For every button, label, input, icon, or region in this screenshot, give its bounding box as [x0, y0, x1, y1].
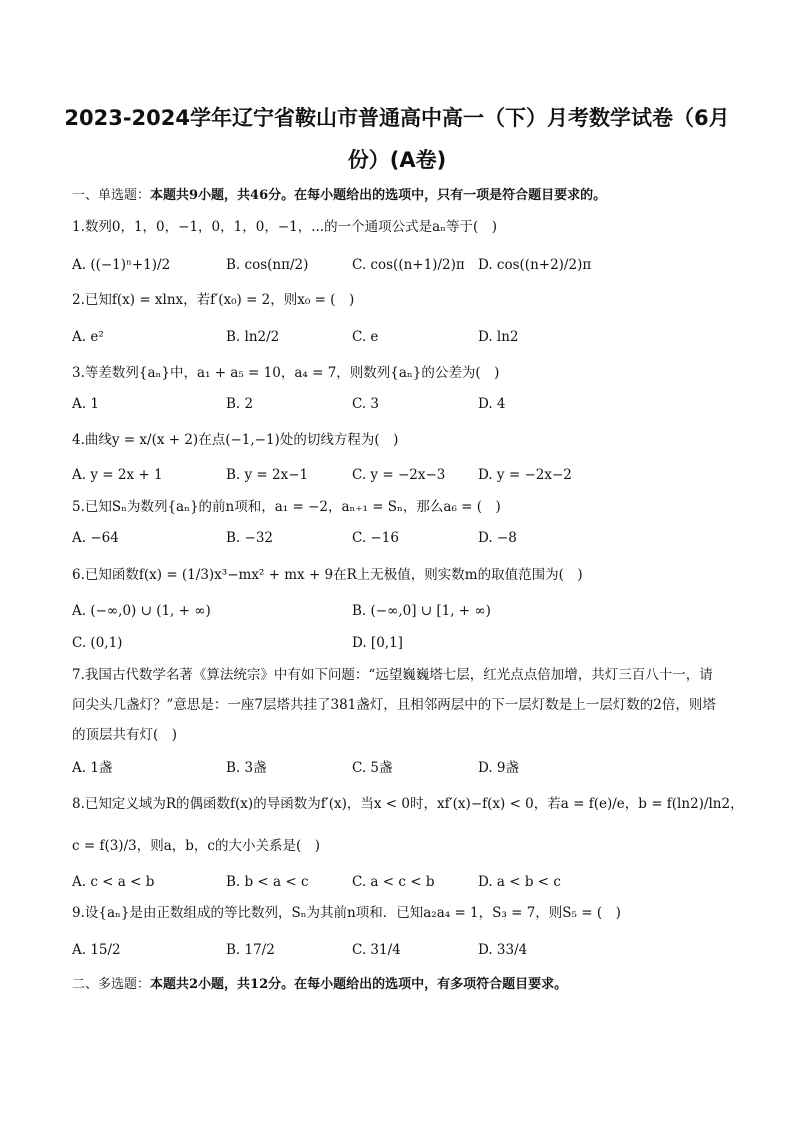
q4-option-d[interactable]: D. y = −2x−2: [478, 467, 572, 483]
q5-option-d[interactable]: D. −8: [478, 530, 517, 546]
q8-option-a[interactable]: A. c < a < b: [72, 874, 155, 890]
q8-option-d[interactable]: D. a < b < c: [478, 874, 561, 890]
q7-option-d[interactable]: D. 9盏: [478, 760, 520, 776]
q3-option-b[interactable]: B. 2: [226, 396, 254, 412]
q4-option-c[interactable]: C. y = −2x−3: [352, 467, 446, 483]
q8-option-c[interactable]: C. a < c < b: [352, 874, 435, 890]
exam-title-line1: 2023-2024学年辽宁省鞍山市普通高中高一（下）月考数学试卷（6月: [64, 106, 730, 130]
question-2-stem: 2.已知f(x) = xlnx，若f′(x₀) = 2，则x₀ = ( ): [72, 292, 355, 308]
question-7-stem: 7.我国古代数学名著《算法统宗》中有如下问题：“远望巍巍塔七层，红光点点倍加增，共灯三百八十一，请问尖头几盏灯？”意思是：一座7层塔共挂了381盏灯，且相邻两层中的下一层灯数是上一层灯数的2倍，则塔的顶层共有灯( ): [72, 667, 716, 743]
section-lead: 一、单选题：: [72, 188, 151, 203]
section-multiple-choice-header: [72, 975, 567, 995]
exam-title-line2: 份）(A卷): [347, 148, 447, 172]
q1-option-c[interactable]: C. cos((n+1)/2)π: [352, 257, 465, 273]
q2-option-a[interactable]: A. e²: [72, 329, 104, 345]
question-4-stem: 4.曲线y = x/(x + 2)在点(−1,−1)处的切线方程为( ): [72, 432, 399, 448]
section-lead: 二、多选题：: [72, 977, 151, 992]
q6-option-a[interactable]: A. (−∞,0) ∪ (1, + ∞): [72, 603, 211, 619]
q9-option-c[interactable]: C. 31/4: [352, 942, 401, 958]
q4-option-a[interactable]: A. y = 2x + 1: [72, 467, 163, 483]
q1-option-b[interactable]: B. cos(nπ/2): [226, 257, 309, 273]
q9-option-a[interactable]: A. 15/2: [72, 942, 121, 958]
q3-option-a[interactable]: A. 1: [72, 396, 99, 412]
q9-option-d[interactable]: D. 33/4: [478, 942, 528, 958]
question-5-stem: 5.已知Sₙ为数列{aₙ}的前n项和，a₁ = −2，aₙ₊₁ = Sₙ，那么a₆ = ( ): [72, 499, 501, 515]
q2-option-c[interactable]: C. e: [352, 329, 379, 345]
q6-option-d[interactable]: D. [0,1]: [352, 635, 403, 651]
question-6-stem: 6.已知函数f(x) = (1/3)x³−mx² + mx + 9在R上无极值，则实数m的取值范围为( ): [72, 567, 583, 583]
section-text: 本题共2小题，共12分。在每小题给出的选项中，有多项符合题目要求。: [150, 977, 568, 992]
q2-option-d[interactable]: D. ln2: [478, 329, 519, 345]
q2-option-b[interactable]: B. ln2/2: [226, 329, 280, 345]
q5-option-c[interactable]: C. −16: [352, 530, 399, 546]
q3-option-c[interactable]: C. 3: [352, 396, 380, 412]
question-8-stem-line2: c = f(3)/3，则a，b，c的大小关系是( ): [72, 838, 320, 854]
q5-option-b[interactable]: B. −32: [226, 530, 273, 546]
q5-option-a[interactable]: A. −64: [72, 530, 119, 546]
q1-option-d[interactable]: D. cos((n+2)/2)π: [478, 257, 592, 273]
section-text: 本题共9小题，共46分。在每小题给出的选项中，只有一项是符合题目要求的。: [150, 188, 607, 203]
q3-option-d[interactable]: D. 4: [478, 396, 506, 412]
question-3-stem: 3.等差数列{aₙ}中，a₁ + a₅ = 10，a₄ = 7，则数列{aₙ}的公差为( ): [72, 365, 500, 381]
q6-option-b[interactable]: B. (−∞,0] ∪ [1, + ∞): [352, 603, 491, 619]
question-9-stem: 9.设{aₙ}是由正数组成的等比数列，Sₙ为其前n项和．已知a₂a₄ = 1，S₃ = 7，则S₅ = ( ): [72, 905, 621, 921]
q7-option-c[interactable]: C. 5盏: [352, 760, 393, 776]
q7-option-a[interactable]: A. 1盏: [72, 760, 113, 776]
q1-option-a[interactable]: A. ((−1)ⁿ+1)/2: [72, 257, 171, 273]
q8-option-b[interactable]: B. b < a < c: [226, 874, 309, 890]
q7-option-b[interactable]: B. 3盏: [226, 760, 267, 776]
q9-option-b[interactable]: B. 17/2: [226, 942, 275, 958]
question-1-stem: 1.数列0，1，0，−1，0，1，0，−1，...的一个通项公式是aₙ等于( ): [72, 219, 498, 235]
q6-option-c[interactable]: C. (0,1): [72, 635, 123, 651]
section-single-choice-header: [72, 186, 606, 206]
q4-option-b[interactable]: B. y = 2x−1: [226, 467, 309, 483]
question-8-stem-line1: 8.已知定义域为R的偶函数f(x)的导函数为f′(x)，当x < 0时，xf′(x)−f(x) < 0，若a = f(e)/e，b = f(ln2)/ln2，: [72, 796, 744, 812]
